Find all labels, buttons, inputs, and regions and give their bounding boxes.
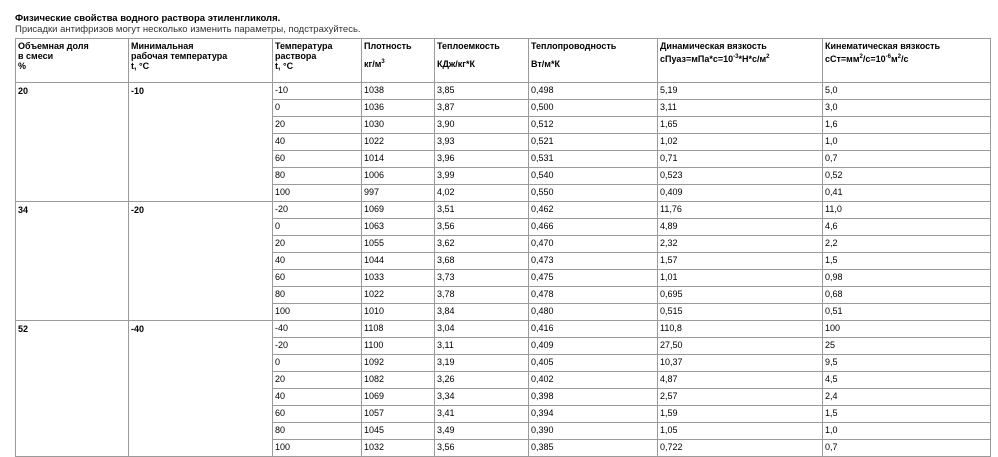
density-cell: 1033 xyxy=(362,270,435,287)
header-solution-temp: Температура раствора t, °C xyxy=(273,39,362,83)
density-cell: 1057 xyxy=(362,406,435,423)
solution-temp-cell: 60 xyxy=(273,270,362,287)
min-temp-cell: -40 xyxy=(129,321,273,457)
thermal-conductivity-cell: 0,385 xyxy=(529,440,658,457)
table-row xyxy=(16,202,991,219)
heat-capacity-cell: 3,19 xyxy=(435,355,529,372)
thermal-conductivity-cell: 0,462 xyxy=(529,202,658,219)
heat-capacity-cell: 3,96 xyxy=(435,151,529,168)
density-cell: 1055 xyxy=(362,236,435,253)
thermal-conductivity-cell: 0,473 xyxy=(529,253,658,270)
kinematic-viscosity-cell: 2,4 xyxy=(823,389,991,406)
document xyxy=(15,13,990,457)
page-title: Физические свойства водного раствора этиленгликоля. xyxy=(15,13,281,24)
solution-temp-cell: -20 xyxy=(273,338,362,355)
dynamic-viscosity-cell: 0,722 xyxy=(658,440,823,457)
solution-temp-cell: 40 xyxy=(273,134,362,151)
density-cell: 1030 xyxy=(362,117,435,134)
kinematic-viscosity-cell: 0,7 xyxy=(823,440,991,457)
thermal-conductivity-cell: 0,512 xyxy=(529,117,658,134)
density-cell: 1032 xyxy=(362,440,435,457)
density-cell: 1069 xyxy=(362,202,435,219)
density-cell: 1108 xyxy=(362,321,435,338)
density-cell: 1092 xyxy=(362,355,435,372)
thermal-conductivity-cell: 0,394 xyxy=(529,406,658,423)
dynamic-viscosity-cell: 1,65 xyxy=(658,117,823,134)
solution-temp-cell: 0 xyxy=(273,219,362,236)
thermal-conductivity-cell: 0,480 xyxy=(529,304,658,321)
density-cell: 1063 xyxy=(362,219,435,236)
thermal-conductivity-cell: 0,405 xyxy=(529,355,658,372)
dynamic-viscosity-cell: 2,57 xyxy=(658,389,823,406)
solution-temp-cell: -10 xyxy=(273,83,362,100)
density-cell: 1044 xyxy=(362,253,435,270)
kinematic-viscosity-cell: 4,6 xyxy=(823,219,991,236)
heat-capacity-cell: 3,56 xyxy=(435,440,529,457)
dynamic-viscosity-cell: 5,19 xyxy=(658,83,823,100)
dynamic-viscosity-cell: 0,523 xyxy=(658,168,823,185)
dynamic-viscosity-cell: 1,02 xyxy=(658,134,823,151)
density-cell: 1010 xyxy=(362,304,435,321)
dynamic-viscosity-cell: 11,76 xyxy=(658,202,823,219)
density-cell: 1022 xyxy=(362,287,435,304)
heat-capacity-cell: 3,85 xyxy=(435,83,529,100)
header-density: Плотность $кг/м^3$ xyxy=(362,39,435,83)
dynamic-viscosity-cell: 1,59 xyxy=(658,406,823,423)
heat-capacity-cell: 3,73 xyxy=(435,270,529,287)
kinematic-viscosity-cell: 4,5 xyxy=(823,372,991,389)
table-row xyxy=(16,321,991,338)
header-thermal-conductivity: Теплопроводность Вт/м*К xyxy=(529,39,658,83)
heat-capacity-cell: 3,26 xyxy=(435,372,529,389)
thermal-conductivity-cell: 0,402 xyxy=(529,372,658,389)
kinematic-viscosity-cell: 1,5 xyxy=(823,253,991,270)
density-cell: 1006 xyxy=(362,168,435,185)
density-cell: 1069 xyxy=(362,389,435,406)
dynamic-viscosity-cell: 1,57 xyxy=(658,253,823,270)
heat-capacity-cell: 4,02 xyxy=(435,185,529,202)
kinematic-viscosity-cell: 1,5 xyxy=(823,406,991,423)
thermal-conductivity-cell: 0,498 xyxy=(529,83,658,100)
heat-capacity-cell: 3,84 xyxy=(435,304,529,321)
solution-temp-cell: 20 xyxy=(273,372,362,389)
thermal-conductivity-cell: 0,409 xyxy=(529,338,658,355)
dynamic-viscosity-cell: 110,8 xyxy=(658,321,823,338)
heat-capacity-cell: 3,49 xyxy=(435,423,529,440)
thermal-conductivity-cell: 0,470 xyxy=(529,236,658,253)
solution-temp-cell: 20 xyxy=(273,236,362,253)
thermal-conductivity-cell: 0,521 xyxy=(529,134,658,151)
density-cell: 997 xyxy=(362,185,435,202)
solution-temp-cell: 40 xyxy=(273,253,362,270)
thermal-conductivity-cell: 0,475 xyxy=(529,270,658,287)
header-kinematic-viscosity: Кинематическая вязкость $сСт=мм^2/с=10^{-6}м^2/с$ xyxy=(823,39,991,83)
thermal-conductivity-cell: 0,466 xyxy=(529,219,658,236)
heat-capacity-cell: 3,99 xyxy=(435,168,529,185)
thermal-conductivity-cell: 0,416 xyxy=(529,321,658,338)
volume-share-cell: 34 xyxy=(16,202,129,321)
solution-temp-cell: 100 xyxy=(273,304,362,321)
volume-share-cell: 52 xyxy=(16,321,129,457)
heat-capacity-cell: 3,62 xyxy=(435,236,529,253)
heat-capacity-cell: 3,68 xyxy=(435,253,529,270)
header-min-temp: Минимальная рабочая температура t, °C xyxy=(129,39,273,83)
dynamic-viscosity-cell: 4,87 xyxy=(658,372,823,389)
kinematic-viscosity-cell: 5,0 xyxy=(823,83,991,100)
page-subtitle: Присадки антифризов могут несколько изменить параметры, подстрахуйтесь. xyxy=(15,24,361,35)
dynamic-viscosity-cell: 0,695 xyxy=(658,287,823,304)
heat-capacity-cell: 3,11 xyxy=(435,338,529,355)
heat-capacity-cell: 3,93 xyxy=(435,134,529,151)
header-volume-share: Объемная доля в смеси % xyxy=(16,39,129,83)
kinematic-viscosity-cell: 9,5 xyxy=(823,355,991,372)
solution-temp-cell: 80 xyxy=(273,168,362,185)
thermal-conductivity-cell: 0,398 xyxy=(529,389,658,406)
density-cell: 1038 xyxy=(362,83,435,100)
solution-temp-cell: -40 xyxy=(273,321,362,338)
dynamic-viscosity-cell: 10,37 xyxy=(658,355,823,372)
heat-capacity-cell: 3,04 xyxy=(435,321,529,338)
kinematic-viscosity-cell: 2,2 xyxy=(823,236,991,253)
heat-capacity-cell: 3,87 xyxy=(435,100,529,117)
density-cell: 1014 xyxy=(362,151,435,168)
solution-temp-cell: 20 xyxy=(273,117,362,134)
heat-capacity-cell: 3,51 xyxy=(435,202,529,219)
density-cell: 1045 xyxy=(362,423,435,440)
solution-temp-cell: -20 xyxy=(273,202,362,219)
solution-temp-cell: 80 xyxy=(273,287,362,304)
thermal-conductivity-cell: 0,390 xyxy=(529,423,658,440)
dynamic-viscosity-cell: 0,409 xyxy=(658,185,823,202)
kinematic-viscosity-cell: 0,52 xyxy=(823,168,991,185)
header-heat-capacity: Теплоемкость КДж/кг*К xyxy=(435,39,529,83)
heat-capacity-cell: 3,90 xyxy=(435,117,529,134)
density-cell: 1082 xyxy=(362,372,435,389)
heat-capacity-cell: 3,78 xyxy=(435,287,529,304)
solution-temp-cell: 60 xyxy=(273,151,362,168)
kinematic-viscosity-cell: 0,68 xyxy=(823,287,991,304)
table-row xyxy=(16,83,991,100)
thermal-conductivity-cell: 0,540 xyxy=(529,168,658,185)
kinematic-viscosity-cell: 3,0 xyxy=(823,100,991,117)
header-dynamic-viscosity: Динамическая вязкость $сПуаз=мПа*с=10^{-3}*Н*с/м^2$ xyxy=(658,39,823,83)
min-temp-cell: -10 xyxy=(129,83,273,202)
properties-table xyxy=(15,38,991,457)
kinematic-viscosity-cell: 0,98 xyxy=(823,270,991,287)
volume-share-cell: 20 xyxy=(16,83,129,202)
kinematic-viscosity-cell: 1,0 xyxy=(823,134,991,151)
heat-capacity-cell: 3,41 xyxy=(435,406,529,423)
thermal-conductivity-cell: 0,500 xyxy=(529,100,658,117)
heat-capacity-cell: 3,56 xyxy=(435,219,529,236)
dynamic-viscosity-cell: 3,11 xyxy=(658,100,823,117)
kinematic-viscosity-cell: 25 xyxy=(823,338,991,355)
dynamic-viscosity-cell: 0,515 xyxy=(658,304,823,321)
dynamic-viscosity-cell: 2,32 xyxy=(658,236,823,253)
solution-temp-cell: 100 xyxy=(273,440,362,457)
kinematic-viscosity-cell: 11,0 xyxy=(823,202,991,219)
solution-temp-cell: 0 xyxy=(273,100,362,117)
dynamic-viscosity-cell: 4,89 xyxy=(658,219,823,236)
density-cell: 1036 xyxy=(362,100,435,117)
kinematic-viscosity-cell: 1,0 xyxy=(823,423,991,440)
min-temp-cell: -20 xyxy=(129,202,273,321)
solution-temp-cell: 80 xyxy=(273,423,362,440)
kinematic-viscosity-cell: 1,6 xyxy=(823,117,991,134)
heat-capacity-cell: 3,34 xyxy=(435,389,529,406)
dynamic-viscosity-cell: 0,71 xyxy=(658,151,823,168)
thermal-conductivity-cell: 0,478 xyxy=(529,287,658,304)
thermal-conductivity-cell: 0,550 xyxy=(529,185,658,202)
table-header-row xyxy=(16,39,991,83)
solution-temp-cell: 0 xyxy=(273,355,362,372)
kinematic-viscosity-cell: 0,41 xyxy=(823,185,991,202)
density-cell: 1022 xyxy=(362,134,435,151)
kinematic-viscosity-cell: 0,7 xyxy=(823,151,991,168)
dynamic-viscosity-cell: 27,50 xyxy=(658,338,823,355)
kinematic-viscosity-cell: 100 xyxy=(823,321,991,338)
thermal-conductivity-cell: 0,531 xyxy=(529,151,658,168)
solution-temp-cell: 40 xyxy=(273,389,362,406)
solution-temp-cell: 60 xyxy=(273,406,362,423)
kinematic-viscosity-cell: 0,51 xyxy=(823,304,991,321)
dynamic-viscosity-cell: 1,01 xyxy=(658,270,823,287)
density-cell: 1100 xyxy=(362,338,435,355)
dynamic-viscosity-cell: 1,05 xyxy=(658,423,823,440)
solution-temp-cell: 100 xyxy=(273,185,362,202)
